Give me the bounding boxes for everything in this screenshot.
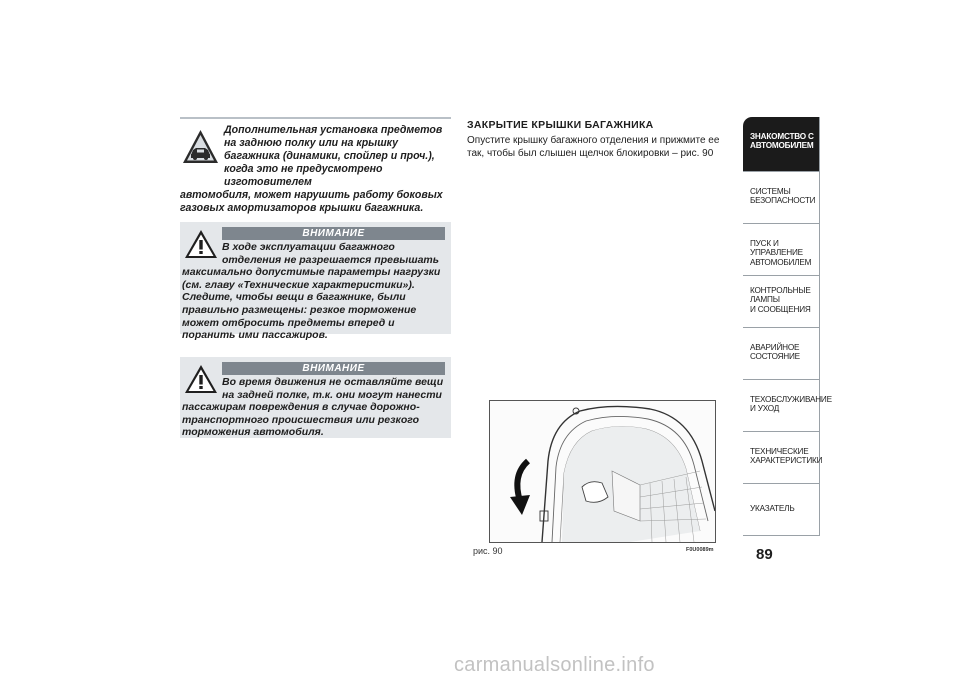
section-tabs xyxy=(743,117,832,536)
warning-text-first: В ходе эксплуатации багажного отделения не разрешается превышать xyxy=(222,241,439,266)
tab-label: СИСТЕМЫ БЕЗОПАСНОСТИ xyxy=(750,187,816,206)
warning-text-first: Во время движения не оставляйте вещи на задней полке, т.к. они могут нанести xyxy=(222,376,444,401)
warning-text-rest: максимально допустимые параметры нагрузки (см. главу «Технические характеристики»). Следите, чтобы вещи в багажнике, были правильно размещены: резкое торможение может отбросить предметы вперед и поранить ими пассажиров. xyxy=(182,266,441,342)
warning-box-2 xyxy=(180,357,451,438)
notice-text-first: Дополнительная установка предметов на заднюю полку или на крышку багажника (динамики, спойлер и проч.), когда это не предусмотрено изготовителем xyxy=(224,124,443,188)
tab-label: ТЕХНИЧЕСКИЕ ХАРАКТЕРИСТИКИ xyxy=(750,447,823,466)
notice-text xyxy=(180,124,451,215)
trunk-lid-illustration xyxy=(490,401,715,542)
tab-label: ПУСК И УПРАВЛЕНИЕ АВТОМОБИЛЕМ xyxy=(750,239,812,267)
tab-maintenance[interactable] xyxy=(743,380,832,432)
section-heading: ЗАКРЫТИЕ КРЫШКИ БАГАЖНИКА xyxy=(467,119,654,131)
figure-code: F0U0089m xyxy=(686,547,714,553)
warning-text xyxy=(182,376,448,439)
notice-box xyxy=(180,117,451,214)
tab-label: КОНТРОЛЬНЫЕ ЛАМПЫ И СООБЩЕНИЯ xyxy=(750,286,811,314)
figure-caption: рис. 90 xyxy=(473,546,503,556)
tab-index[interactable] xyxy=(743,484,820,536)
watermark: carmanualsonline.info xyxy=(454,654,655,676)
tab-introduction[interactable] xyxy=(743,117,820,172)
tab-technical-specs[interactable] xyxy=(743,432,823,484)
trunk-lid-figure xyxy=(489,400,716,543)
tab-label: ТЕХОБСЛУЖИВАНИЕ И УХОД xyxy=(750,395,832,414)
warning-text xyxy=(182,241,448,342)
tab-label: АВАРИЙНОЕ СОСТОЯНИЕ xyxy=(750,343,800,362)
warning-title: ВНИМАНИЕ xyxy=(222,362,445,375)
section-text: Опустите крышку багажного отделения и прижмите ее так, чтобы был слышен щелчок блокировки – рис. 90 xyxy=(467,135,720,159)
warning-text-rest: пассажирам повреждения в случае дорожно-транспортного происшествия или резкого торможения автомобиля. xyxy=(182,401,420,439)
tab-safety[interactable] xyxy=(743,172,820,224)
tab-label: ЗНАКОМСТВО С АВТОМОБИЛЕМ xyxy=(750,132,814,151)
notice-text-rest: автомобиля, может нарушить работу боковых газовых амортизаторов крышки багажника. xyxy=(180,189,443,214)
tab-emergency[interactable] xyxy=(743,328,820,380)
tab-warning-lights[interactable] xyxy=(743,276,820,328)
tab-label: УКАЗАТЕЛЬ xyxy=(750,504,795,513)
page-number: 89 xyxy=(756,546,773,563)
tab-starting-driving[interactable] xyxy=(743,224,820,276)
warning-box-1 xyxy=(180,222,451,342)
warning-title: ВНИМАНИЕ xyxy=(222,227,445,240)
